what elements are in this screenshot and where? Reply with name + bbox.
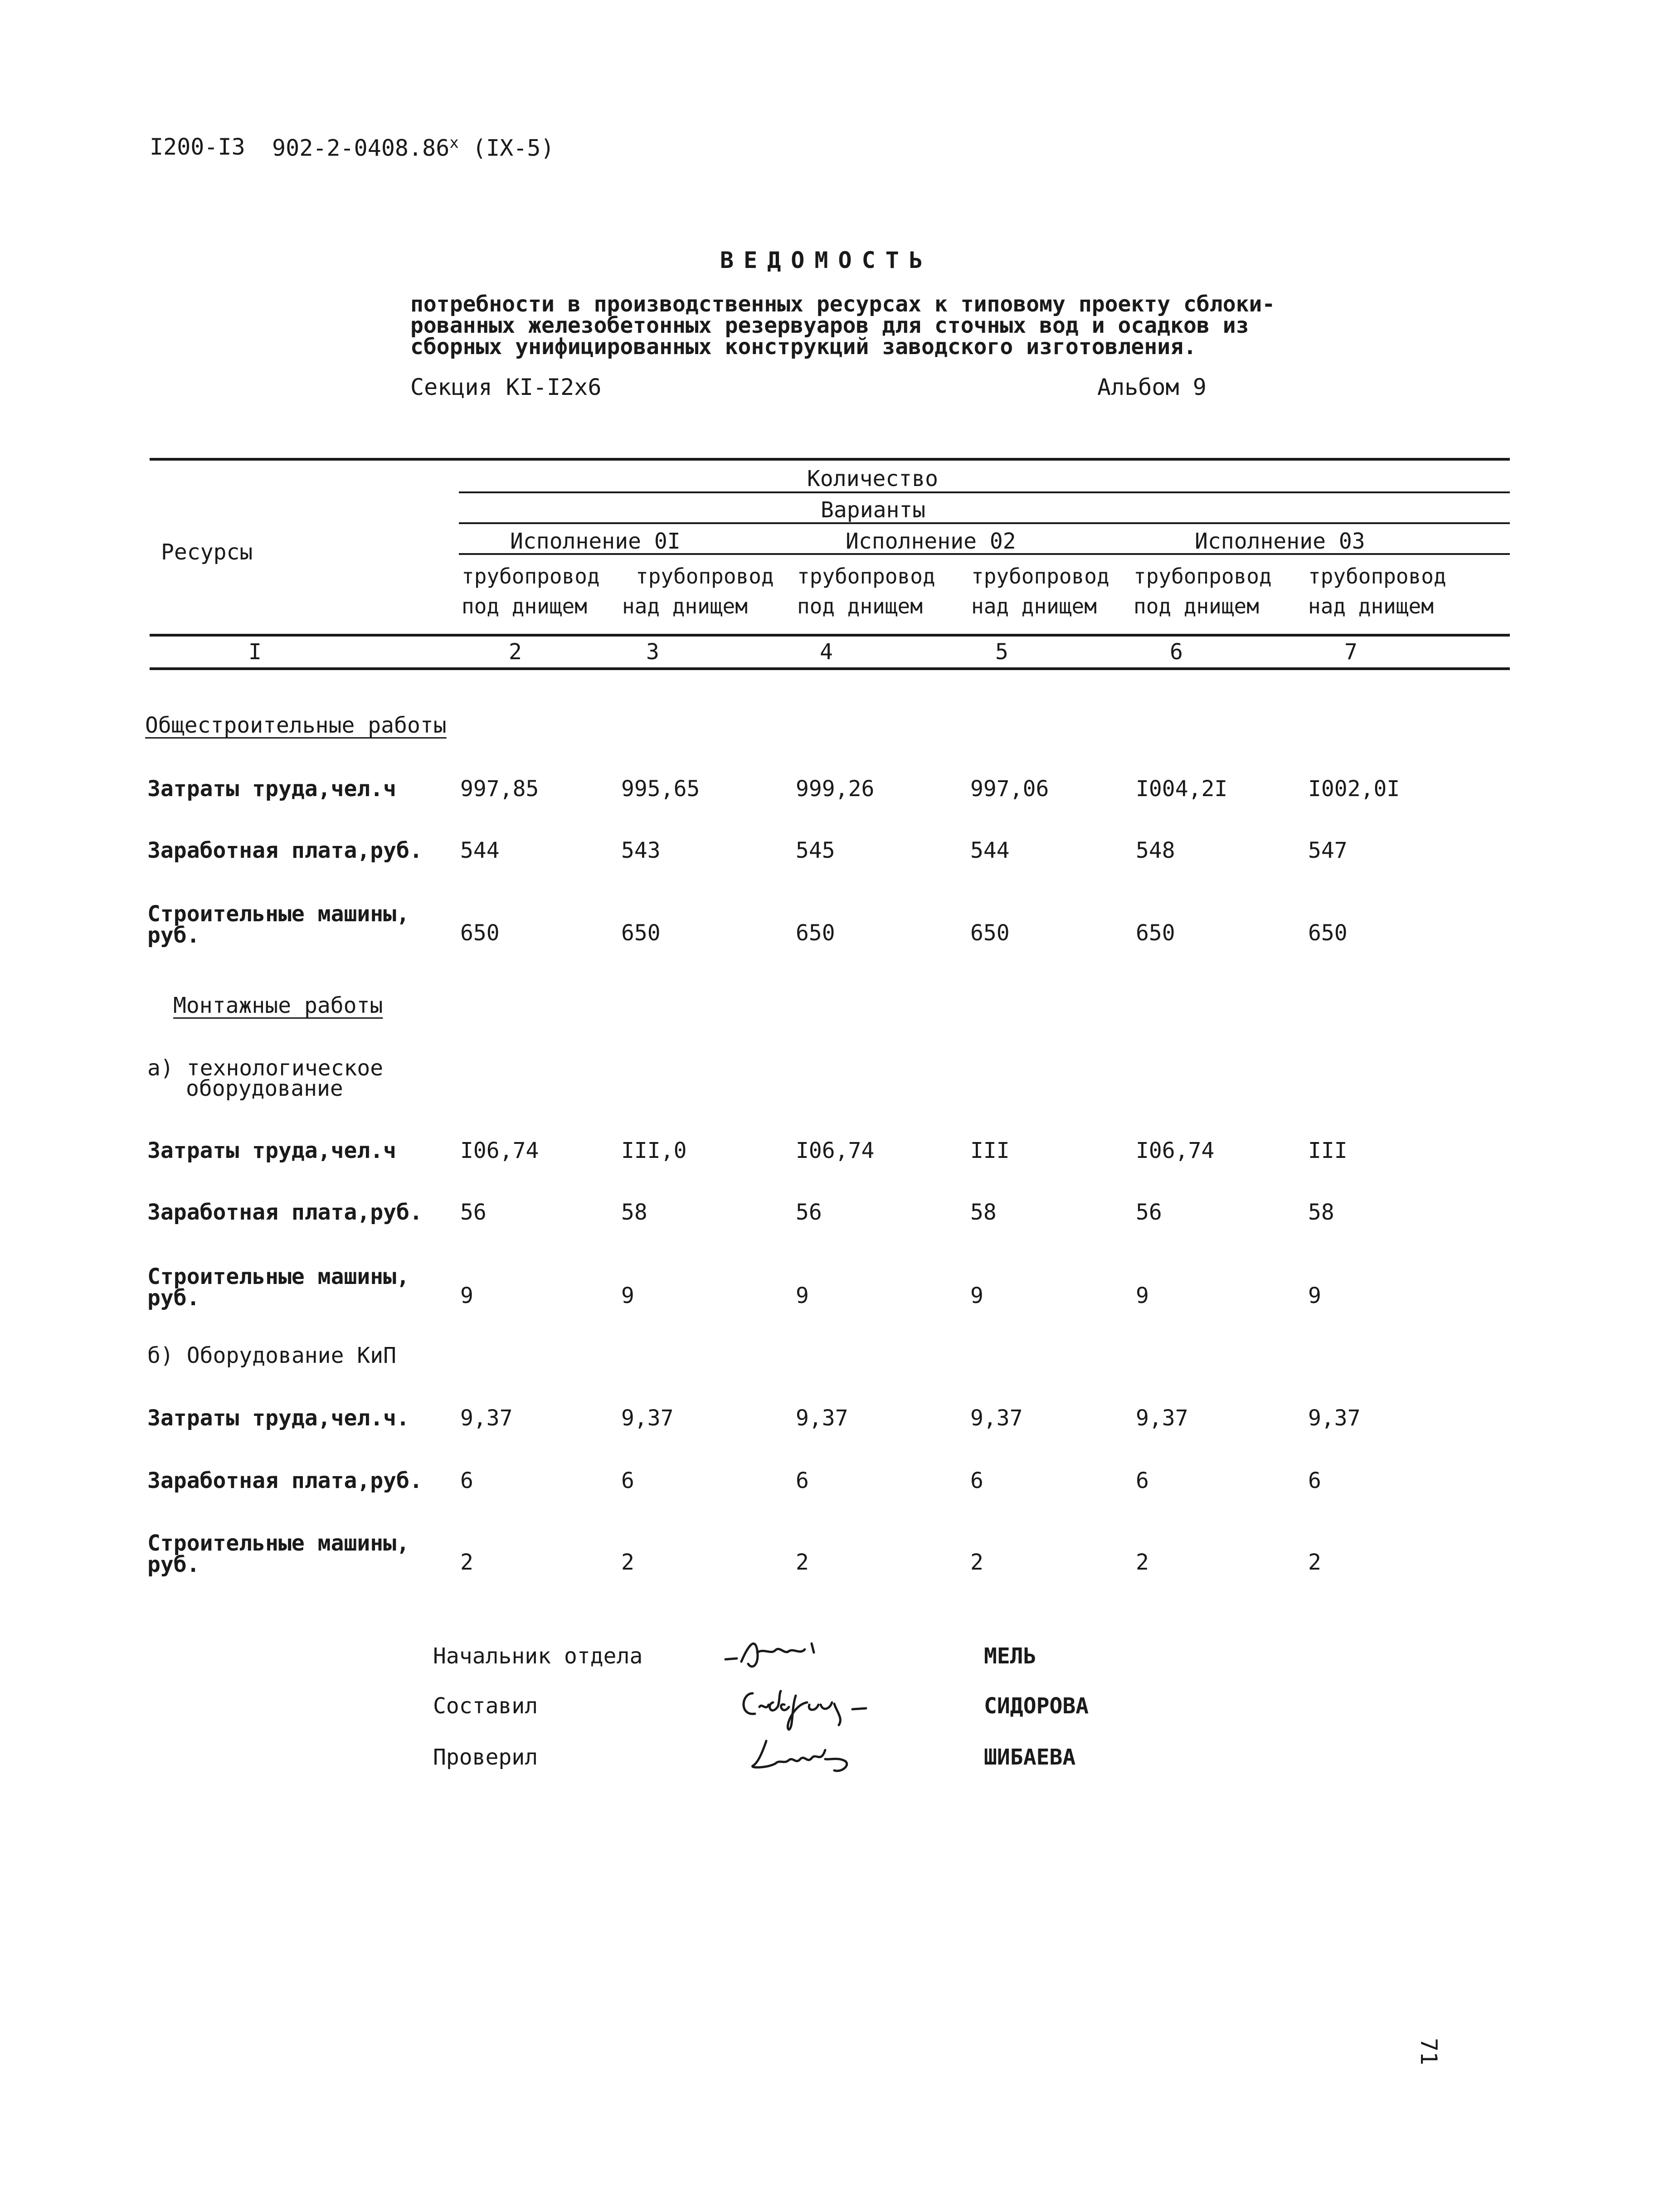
table-cell: III bbox=[1308, 1138, 1348, 1163]
subheader-col-2 bbox=[462, 561, 600, 621]
column-number-4: 4 bbox=[820, 639, 833, 665]
table-cell: I002,0I bbox=[1308, 776, 1400, 802]
row-label: Заработная плата,руб. bbox=[147, 1468, 423, 1493]
row-label-line1: Строительные машины, bbox=[147, 901, 409, 927]
subsection-label: б) Оборудование КиП bbox=[147, 1343, 397, 1368]
section-heading-installation: Монтажные работы bbox=[173, 993, 383, 1018]
table-cell: 9 bbox=[621, 1283, 634, 1308]
table-cell: 2 bbox=[460, 1550, 473, 1575]
document-title: ВЕДОМОСТЬ bbox=[720, 247, 933, 273]
table-cell: 56 bbox=[1136, 1200, 1162, 1225]
table-cell: 9 bbox=[970, 1283, 983, 1308]
subheader-col-7 bbox=[1308, 561, 1446, 621]
table-cell: 548 bbox=[1136, 838, 1175, 863]
subsection-label-line2: оборудование bbox=[186, 1076, 343, 1101]
title-line-2: рованных железобетонных резервуаров для сточных вод и осадков из bbox=[410, 313, 1249, 338]
table-cell: 6 bbox=[796, 1468, 809, 1493]
table-cell: 997,06 bbox=[970, 776, 1049, 802]
title-line-3: сборных унифицированных конструкций заводского изготовления. bbox=[410, 334, 1197, 360]
doc-code: I200-I3 bbox=[150, 134, 245, 160]
table-cell: 58 bbox=[970, 1200, 997, 1225]
subheader-col-7-line2: над днищем bbox=[1308, 594, 1434, 618]
title-line-1: потребности в производственных ресурсах к типовому проекту сблоки- bbox=[410, 292, 1275, 317]
project-code-number: 902-2-0408.86 bbox=[272, 135, 450, 161]
subheader-col-3-line2: над днищем bbox=[622, 594, 748, 618]
header-bottom-rule bbox=[150, 634, 1510, 637]
album-label: Альбом 9 bbox=[1097, 374, 1207, 400]
signature-role-head: Начальник отдела bbox=[433, 1643, 643, 1669]
subheader-col-7-line1: трубопровод bbox=[1308, 564, 1446, 588]
handwritten-signature-2 bbox=[735, 1677, 898, 1732]
table-cell: 9,37 bbox=[1308, 1405, 1361, 1431]
table-cell: 6 bbox=[1136, 1468, 1149, 1493]
row-label-line2: руб. bbox=[147, 923, 200, 948]
table-cell: 999,26 bbox=[796, 776, 875, 802]
table-cell: 995,65 bbox=[621, 776, 700, 802]
row-label: Заработная плата,руб. bbox=[147, 1200, 423, 1225]
table-cell: 9 bbox=[460, 1283, 473, 1308]
table-cell: 2 bbox=[621, 1550, 634, 1575]
execution-header-1: Исполнение 0I bbox=[510, 529, 681, 554]
quantity-rule bbox=[459, 491, 1510, 493]
row-label-line1: Строительные машины, bbox=[147, 1531, 409, 1556]
table-cell: 997,85 bbox=[460, 776, 539, 802]
page-number: 71 bbox=[1416, 2038, 1442, 2066]
table-cell: 9 bbox=[1136, 1283, 1149, 1308]
table-cell: I06,74 bbox=[1136, 1138, 1215, 1163]
table-cell: 9,37 bbox=[1136, 1405, 1188, 1431]
table-cell: 9,37 bbox=[970, 1405, 1023, 1431]
table-cell: 9 bbox=[796, 1283, 809, 1308]
column-number-5: 5 bbox=[995, 639, 1008, 665]
subheader-col-4-line1: трубопровод bbox=[797, 564, 935, 588]
subheader-col-2-line2: под днищем bbox=[462, 594, 587, 618]
row-label: Затраты труда,чел.ч bbox=[147, 776, 397, 802]
row-label-line2: руб. bbox=[147, 1552, 200, 1577]
numbers-bottom-rule bbox=[150, 667, 1510, 670]
execution-header-2: Исполнение 02 bbox=[846, 529, 1016, 554]
table-cell: I06,74 bbox=[460, 1138, 539, 1163]
table-cell: 2 bbox=[796, 1550, 809, 1575]
table-cell: 2 bbox=[1136, 1550, 1149, 1575]
subheader-col-4-line2: под днищем bbox=[797, 594, 923, 618]
subheader-col-5-line2: над днищем bbox=[971, 594, 1097, 618]
signature-role-checker: Проверил bbox=[433, 1745, 538, 1770]
table-cell: I004,2I bbox=[1136, 776, 1228, 802]
variants-header: Варианты bbox=[821, 497, 926, 523]
signature-role-compiler: Составил bbox=[433, 1693, 538, 1719]
subheader-col-5-line1: трубопровод bbox=[971, 564, 1109, 588]
subsection-label-line1: а) технологическое bbox=[147, 1055, 384, 1081]
table-cell: 6 bbox=[621, 1468, 634, 1493]
execution-header-3: Исполнение 03 bbox=[1195, 529, 1365, 554]
table-cell: 650 bbox=[796, 920, 835, 946]
table-cell: 650 bbox=[970, 920, 1010, 946]
signature-name-head: МЕЛЬ bbox=[984, 1643, 1036, 1669]
project-code-sup: x bbox=[449, 134, 459, 152]
variants-rule bbox=[459, 522, 1510, 524]
table-cell: 6 bbox=[1308, 1468, 1321, 1493]
table-cell: 545 bbox=[796, 838, 835, 863]
row-label: Заработная плата,руб. bbox=[147, 838, 423, 863]
handwritten-signature-1 bbox=[721, 1628, 839, 1677]
row-label-line1: Строительные машины, bbox=[147, 1264, 409, 1289]
table-cell: 58 bbox=[1308, 1200, 1334, 1225]
row-label: Затраты труда,чел.ч. bbox=[147, 1405, 409, 1431]
project-code bbox=[272, 134, 555, 161]
table-cell: III bbox=[970, 1138, 1010, 1163]
table-cell: 6 bbox=[970, 1468, 983, 1493]
table-cell: 6 bbox=[460, 1468, 473, 1493]
subheader-col-2-line1: трубопровод bbox=[462, 564, 600, 588]
table-cell: 650 bbox=[621, 920, 661, 946]
section-heading-general: Общестроительные работы bbox=[145, 713, 447, 738]
signature-name-checker: ШИБАЕВА bbox=[984, 1745, 1076, 1770]
table-cell: 544 bbox=[460, 838, 500, 863]
table-cell: 547 bbox=[1308, 838, 1348, 863]
subheader-col-6-line2: под днищем bbox=[1134, 594, 1259, 618]
column-number-3: 3 bbox=[646, 639, 659, 665]
subheader-col-4 bbox=[797, 561, 935, 621]
table-cell: 9,37 bbox=[460, 1405, 513, 1431]
subheader-col-3-line1: трубопровод bbox=[636, 564, 774, 588]
signature-name-compiler: СИДОРОВА bbox=[984, 1693, 1089, 1719]
column-number-7: 7 bbox=[1344, 639, 1357, 665]
table-cell: 650 bbox=[1308, 920, 1348, 946]
table-cell: III,0 bbox=[621, 1138, 687, 1163]
handwritten-signature-3 bbox=[748, 1732, 866, 1782]
quantity-header: Количество bbox=[807, 466, 938, 491]
row-label: Затраты труда,чел.ч bbox=[147, 1138, 397, 1163]
subheader-col-6 bbox=[1134, 561, 1272, 621]
column-number-1: I bbox=[248, 639, 262, 665]
table-cell: 9,37 bbox=[621, 1405, 674, 1431]
column-number-6: 6 bbox=[1170, 639, 1183, 665]
column-number-2: 2 bbox=[509, 639, 522, 665]
subheader-col-5 bbox=[971, 561, 1109, 621]
table-cell: 56 bbox=[460, 1200, 487, 1225]
table-cell: 2 bbox=[1308, 1550, 1321, 1575]
subheader-col-3 bbox=[622, 561, 774, 621]
table-cell: 56 bbox=[796, 1200, 822, 1225]
table-cell: I06,74 bbox=[796, 1138, 875, 1163]
subheader-col-6-line1: трубопровод bbox=[1134, 564, 1272, 588]
table-cell: 650 bbox=[460, 920, 500, 946]
row-label-line2: руб. bbox=[147, 1285, 200, 1311]
table-cell: 650 bbox=[1136, 920, 1175, 946]
resources-header: Ресурсы bbox=[161, 540, 253, 565]
section-label: Секция КI-I2х6 bbox=[410, 374, 602, 400]
table-cell: 2 bbox=[970, 1550, 983, 1575]
table-cell: 544 bbox=[970, 838, 1010, 863]
table-cell: 58 bbox=[621, 1200, 647, 1225]
album-ref: (IX-5) bbox=[472, 135, 555, 161]
table-cell: 9 bbox=[1308, 1283, 1321, 1308]
table-cell: 543 bbox=[621, 838, 661, 863]
table-top-rule bbox=[150, 458, 1510, 461]
table-cell: 9,37 bbox=[796, 1405, 848, 1431]
